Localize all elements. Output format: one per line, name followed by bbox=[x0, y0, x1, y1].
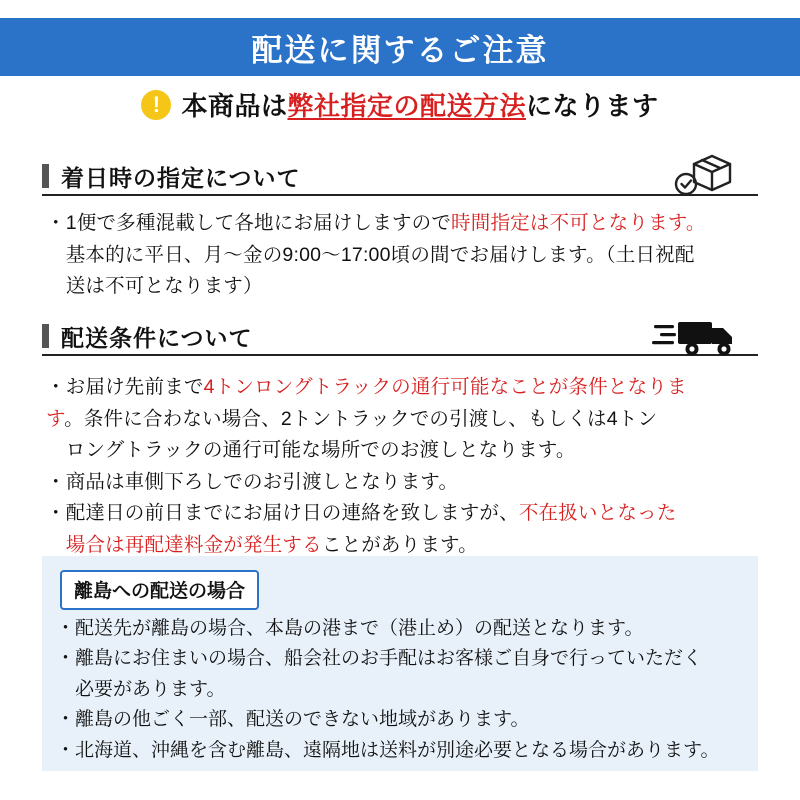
subtitle-row bbox=[0, 86, 800, 123]
page-title: 配送に関するご注意 bbox=[251, 32, 549, 68]
island-panel-body bbox=[56, 614, 746, 766]
heading-accent-bar bbox=[42, 324, 49, 348]
exclamation-circle-icon: ! bbox=[141, 90, 171, 120]
section-heading-delivery-date bbox=[42, 158, 758, 196]
body-line: ・1便で多種混載して各地にお届けしますので時間指定は不可となります。 bbox=[46, 212, 706, 234]
section-heading-text: 着日時の指定について bbox=[61, 164, 301, 191]
island-line: ・離島にお住まいの場合、船会社のお手配はお客様ご自身で行っていただく bbox=[56, 648, 703, 670]
island-line: ・北海道、沖縄を含む離島、遠隔地は送料が別途必要となる場合があります。 bbox=[56, 739, 720, 761]
delivery-conditions-body bbox=[46, 372, 758, 561]
section-heading-text: 配送条件について bbox=[61, 324, 253, 351]
island-line: 必要があります。 bbox=[56, 678, 226, 700]
delivery-truck-icon bbox=[652, 314, 744, 365]
island-line: ・離島の他ごく一部、配送のできない地域があります。 bbox=[56, 709, 530, 731]
subtitle-emphasis: 弊社指定の配送方法 bbox=[287, 91, 526, 121]
delivery-date-body bbox=[46, 208, 758, 303]
body-line: ロングトラックの通行可能な場所でのお渡しとなります。 bbox=[46, 439, 576, 462]
section-heading-delivery-conditions bbox=[42, 318, 758, 356]
body-line: す。条件に合わない場合、2トントラックでの引渡し、もしくは4トン bbox=[46, 407, 658, 430]
body-line: 送は不可となります） bbox=[46, 275, 263, 298]
subtitle-prefix: 本商品は bbox=[181, 91, 288, 121]
subtitle-suffix: になります bbox=[526, 91, 659, 121]
subtitle-text bbox=[181, 86, 658, 123]
body-line: ・お届け先前まで4トンロングトラックの通行可能なことが条件となりま bbox=[46, 376, 687, 398]
island-panel-tag: 離島への配送の場合 bbox=[60, 570, 259, 610]
header-banner bbox=[0, 18, 800, 76]
body-line: 場合は再配達料金が発生することがあります。 bbox=[65, 533, 478, 556]
body-line: 基本的に平日、月〜金の9:00〜17:00頃の間でお届けします。（土日祝配 bbox=[46, 243, 695, 266]
package-check-icon bbox=[672, 148, 736, 205]
heading-accent-bar bbox=[42, 164, 49, 188]
body-line: ・配達日の前日までにお届け日の連絡を致しますが、不在扱いとなった bbox=[46, 502, 677, 525]
body-line: ・商品は車側下ろしでのお引渡しとなります。 bbox=[46, 470, 459, 493]
island-line: ・配送先が離島の場合、本島の港まで（港止め）の配送となります。 bbox=[56, 618, 644, 639]
remote-island-panel bbox=[42, 556, 758, 771]
